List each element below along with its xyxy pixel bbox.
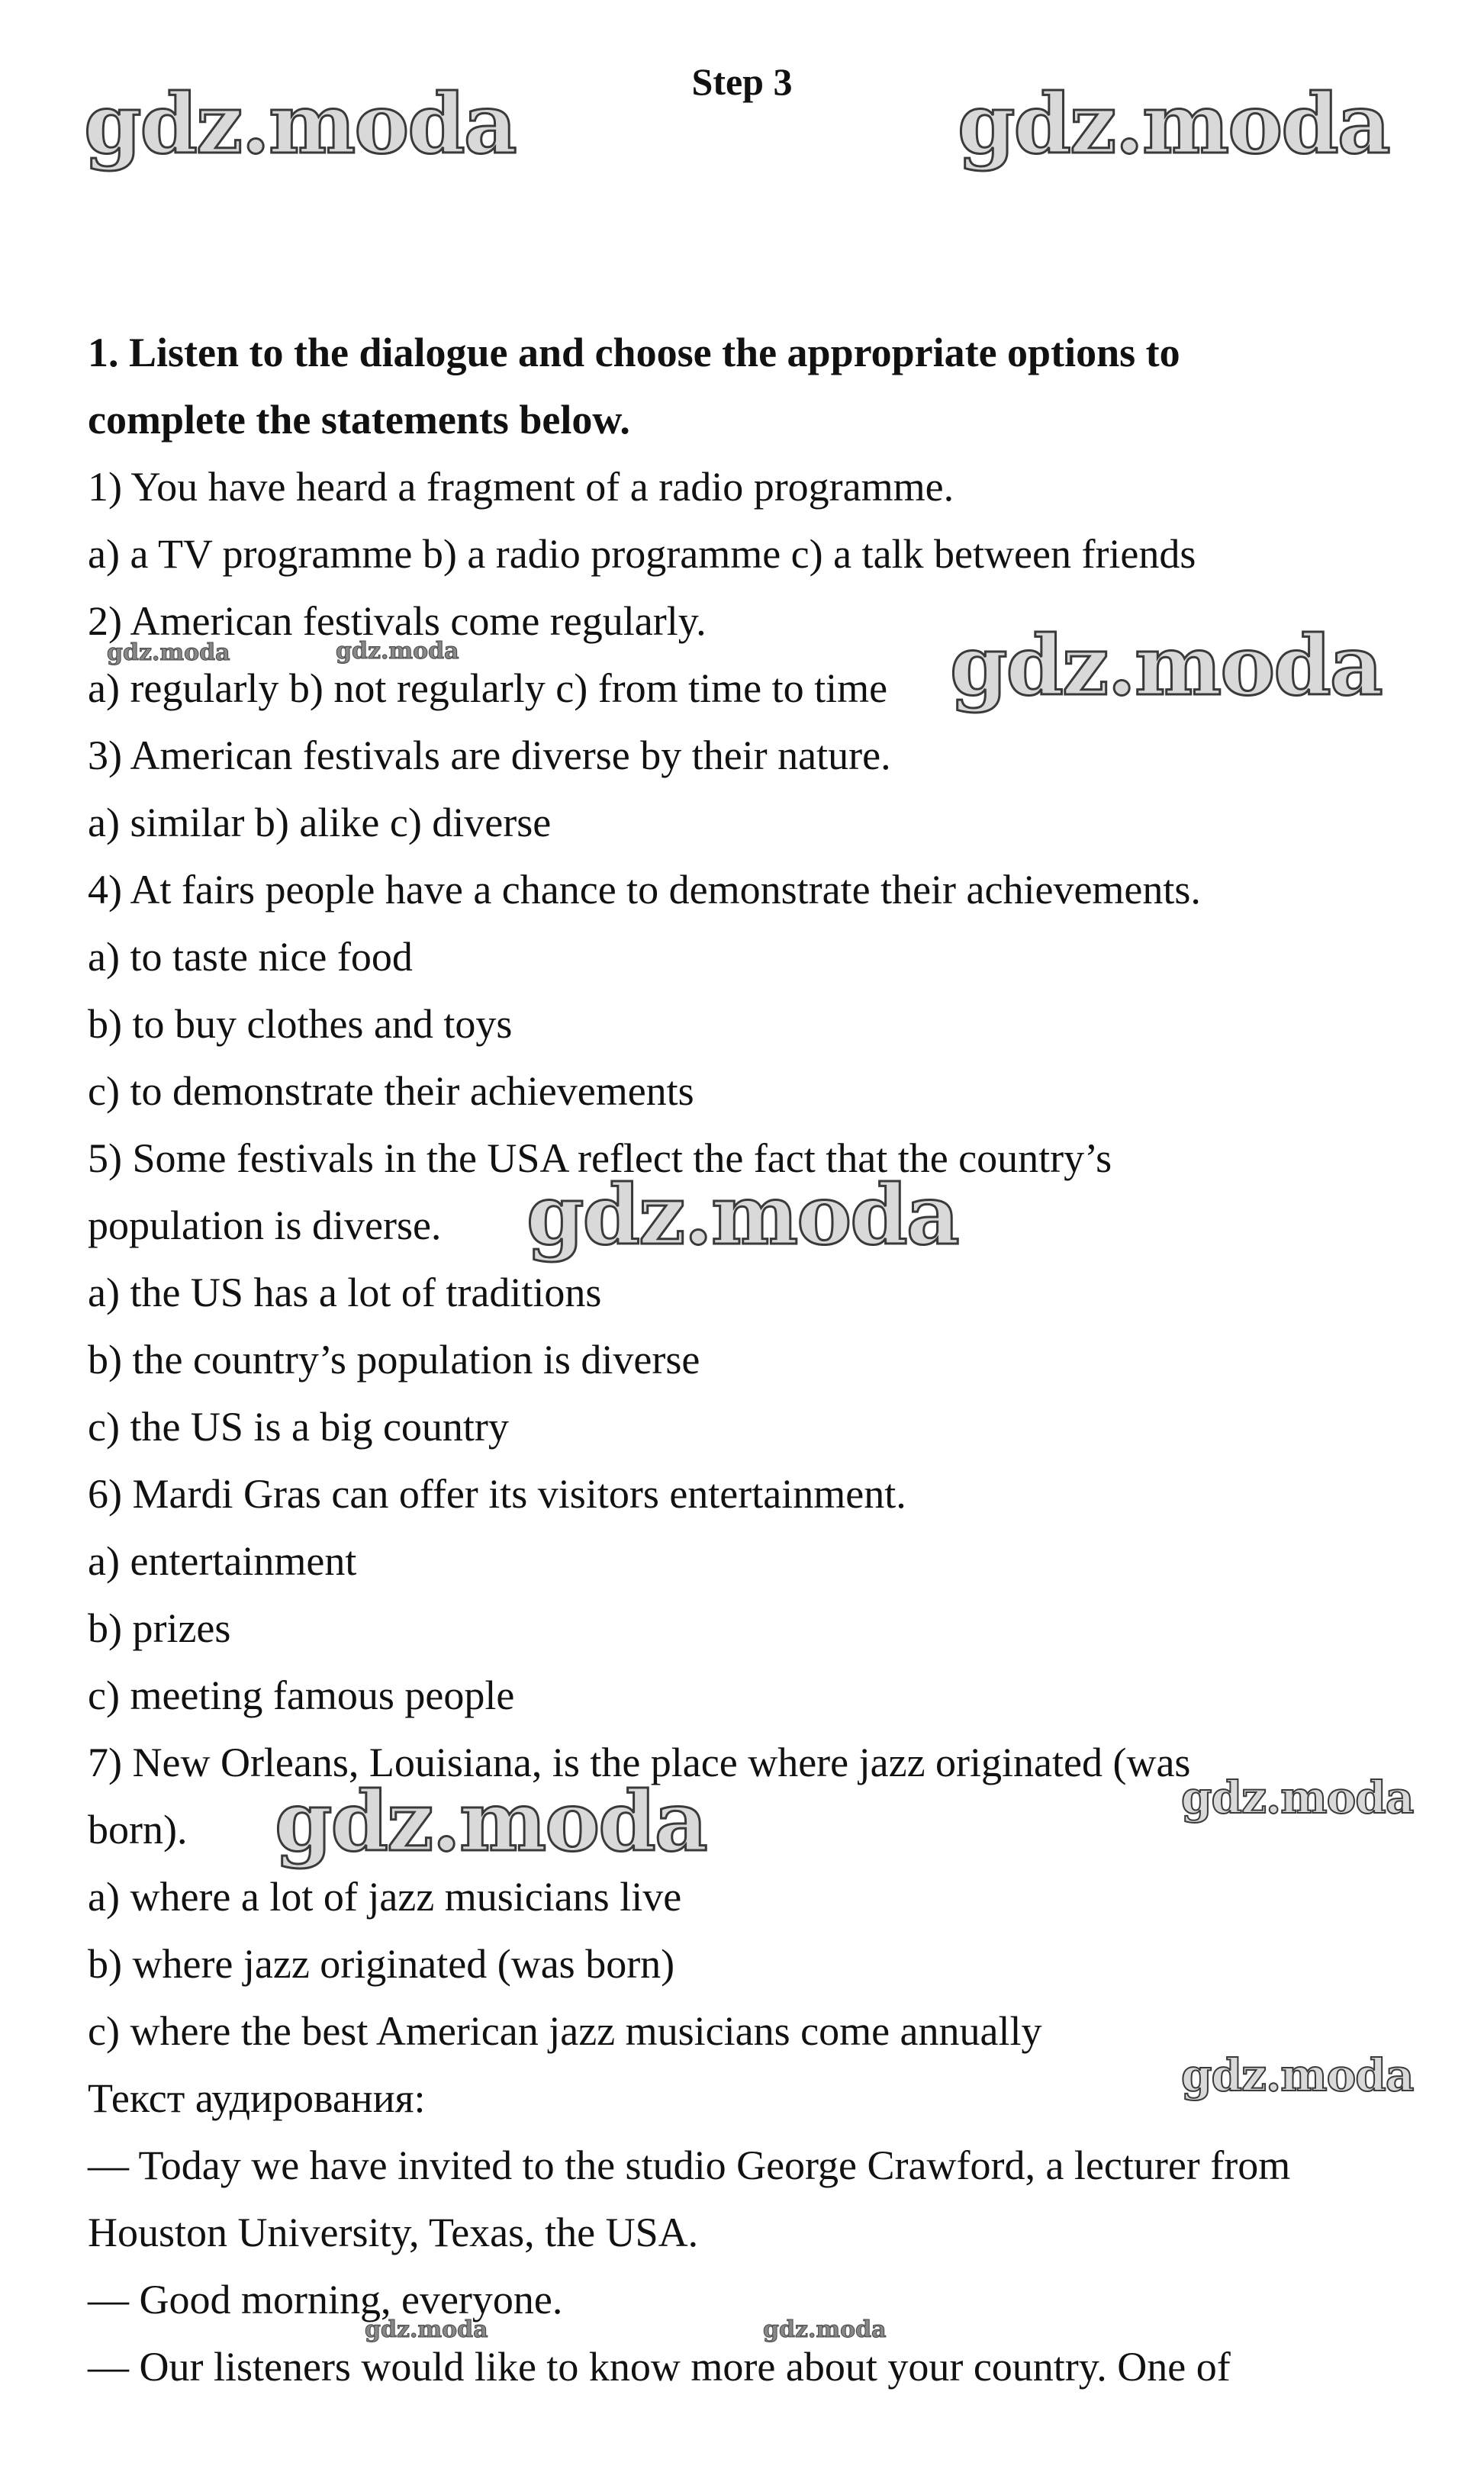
watermark-logo: gdz.moda [275,1774,707,1870]
statement-1: 1) You have heard a fragment of a radio programme. [88,464,954,510]
transcript-line: — Our listeners would like to know more about your country. One of [88,2344,1231,2390]
option-4c: c) to demonstrate their achievements [88,1068,694,1114]
watermark-logo: gdz.moda [958,76,1389,172]
watermark-logo: gdz.moda [336,638,459,665]
watermark-logo: gdz.moda [950,618,1382,714]
statement-7: 7) New Orleans, Louisiana, is the place where jazz originated (was [88,1740,1191,1785]
statement-5-cont: population is diverse. [88,1202,442,1248]
option-5b: b) the country’s population is diverse [88,1337,700,1383]
options-3: a) similar b) alike c) diverse [88,800,552,845]
watermark-logo: gdz.moda [107,639,230,666]
watermark-logo: gdz.moda [1181,2049,1414,2101]
option-5a: a) the US has a lot of traditions [88,1270,602,1315]
task-instruction-line: 1. Listen to the dialogue and choose the appropriate options to [88,330,1180,375]
option-6b: b) prizes [88,1605,231,1651]
statement-6: 6) Mardi Gras can offer its visitors entertainment. [88,1471,906,1517]
statement-3: 3) American festivals are diverse by their nature. [88,732,891,778]
transcript-line: Houston University, Texas, the USA. [88,2210,699,2255]
transcript-heading: Текст аудирования: [88,2075,426,2121]
statement-4: 4) At fairs people have a chance to demonstrate their achievements. [88,867,1201,913]
statement-2: 2) American festivals come regularly. [88,598,707,644]
statement-7-cont: born). [88,1807,188,1852]
page-title: Step 3 [691,60,793,103]
options-2: a) regularly b) not regularly c) from time to time [88,665,888,711]
watermark-logo: gdz.moda [526,1167,958,1263]
option-6a: a) entertainment [88,1538,357,1584]
option-7a: a) where a lot of jazz musicians live [88,1874,682,1920]
transcript-line: — Today we have invited to the studio George Crawford, a lecturer from [88,2142,1291,2188]
option-6c: c) meeting famous people [88,1672,515,1718]
watermark-logo: gdz.moda [365,2316,488,2343]
watermark-logo: gdz.moda [763,2316,887,2343]
watermark-logo: gdz.moda [1181,1772,1414,1824]
option-4a: a) to taste nice food [88,934,413,980]
transcript-line: — Good morning, everyone. [88,2277,563,2322]
task-instruction-line: complete the statements below. [88,397,630,443]
option-4b: b) to buy clothes and toys [88,1001,513,1047]
exercise-text [88,319,1415,2400]
statement-5: 5) Some festivals in the USA reflect the fact that the country’s [88,1135,1112,1181]
option-5c: c) the US is a big country [88,1404,509,1450]
option-7c: c) where the best American jazz musicians come annually [88,2008,1042,2054]
option-7b: b) where jazz originated (was born) [88,1941,675,1987]
watermark-logo: gdz.moda [84,76,516,172]
options-1: a) a TV programme b) a radio programme c) a talk between friends [88,531,1196,577]
